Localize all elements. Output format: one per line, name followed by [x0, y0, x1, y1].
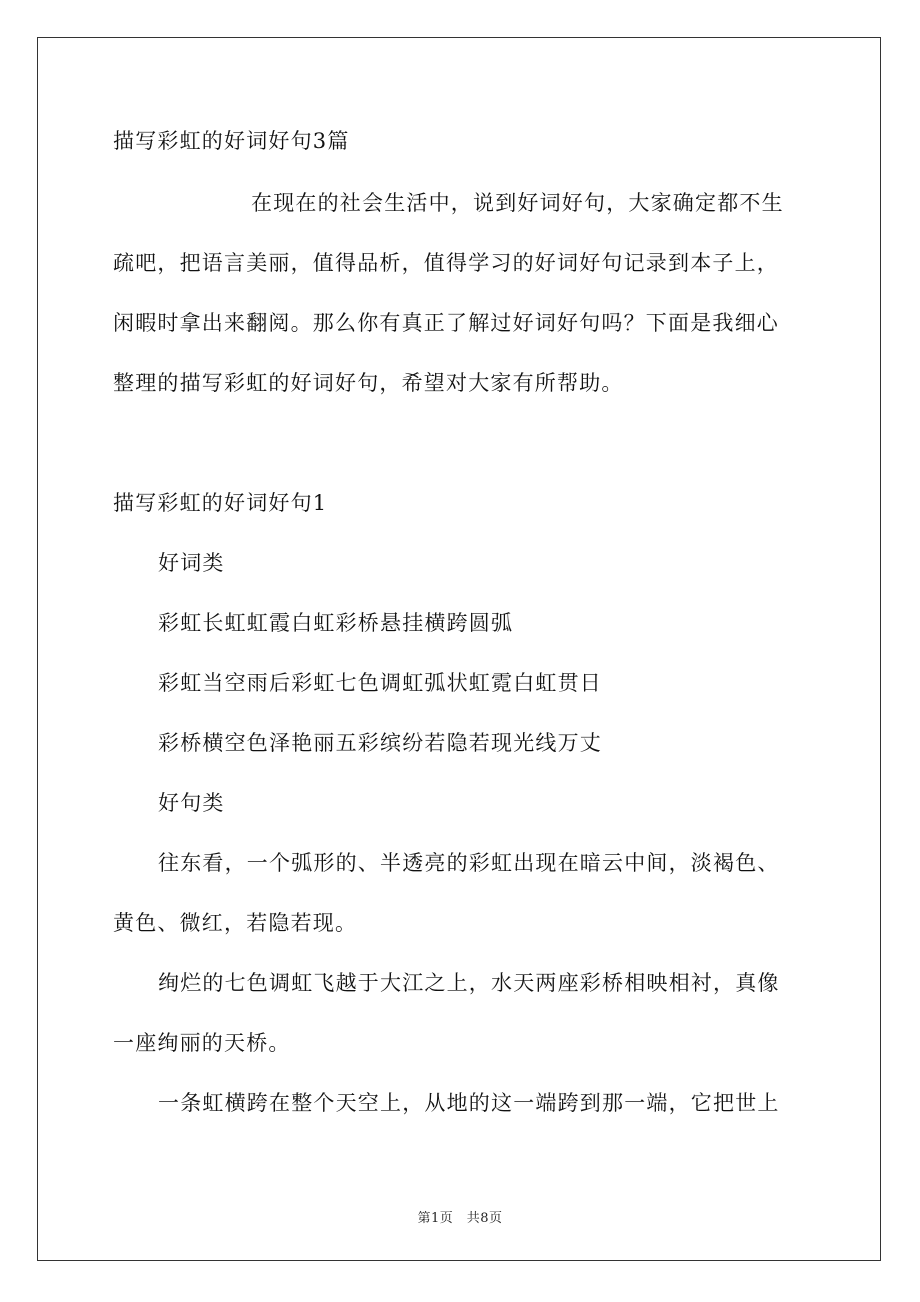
words-heading: 好词类 — [158, 551, 225, 575]
sentences-heading: 好句类 — [158, 791, 225, 815]
page-number-footer: 第1页 共8页 — [417, 1211, 503, 1226]
word-list-line: 彩虹当空雨后彩虹七色调虹弧状虹霓白虹贯日 — [158, 671, 602, 695]
document-title: 描写彩虹的好词好句3篇 — [113, 129, 350, 153]
sentence-line: 黄色、微红，若隐若现。 — [113, 911, 358, 935]
intro-paragraph-line: 整理的描写彩虹的好词好句，希望对大家有所帮助。 — [113, 371, 624, 395]
sentence-line: 一条虹横跨在整个天空上，从地的这一端跨到那一端，它把世上 — [158, 1091, 780, 1115]
intro-paragraph-line: 在现在的社会生活中，说到好词好句，大家确定都不生 — [251, 191, 784, 215]
word-list-line: 彩桥横空色泽艳丽五彩缤纷若隐若现光线万丈 — [158, 731, 602, 755]
section-heading: 描写彩虹的好词好句1 — [113, 491, 328, 515]
intro-paragraph-line: 闲暇时拿出来翻阅。那么你有真正了解过好词好句吗？下面是我细心 — [113, 311, 779, 335]
sentence-line: 往东看，一个弧形的、半透亮的彩虹出现在暗云中间，淡褐色、 — [158, 851, 780, 875]
intro-paragraph-line: 疏吧，把语言美丽，值得品析，值得学习的好词好句记录到本子上， — [113, 251, 779, 275]
sentence-line: 绚烂的七色调虹飞越于大江之上，水天两座彩桥相映相衬，真像 — [158, 971, 780, 995]
page-border — [37, 37, 881, 1261]
sentence-line: 一座绚丽的天桥。 — [113, 1031, 291, 1055]
word-list-line: 彩虹长虹虹霞白虹彩桥悬挂横跨圆弧 — [158, 611, 514, 635]
